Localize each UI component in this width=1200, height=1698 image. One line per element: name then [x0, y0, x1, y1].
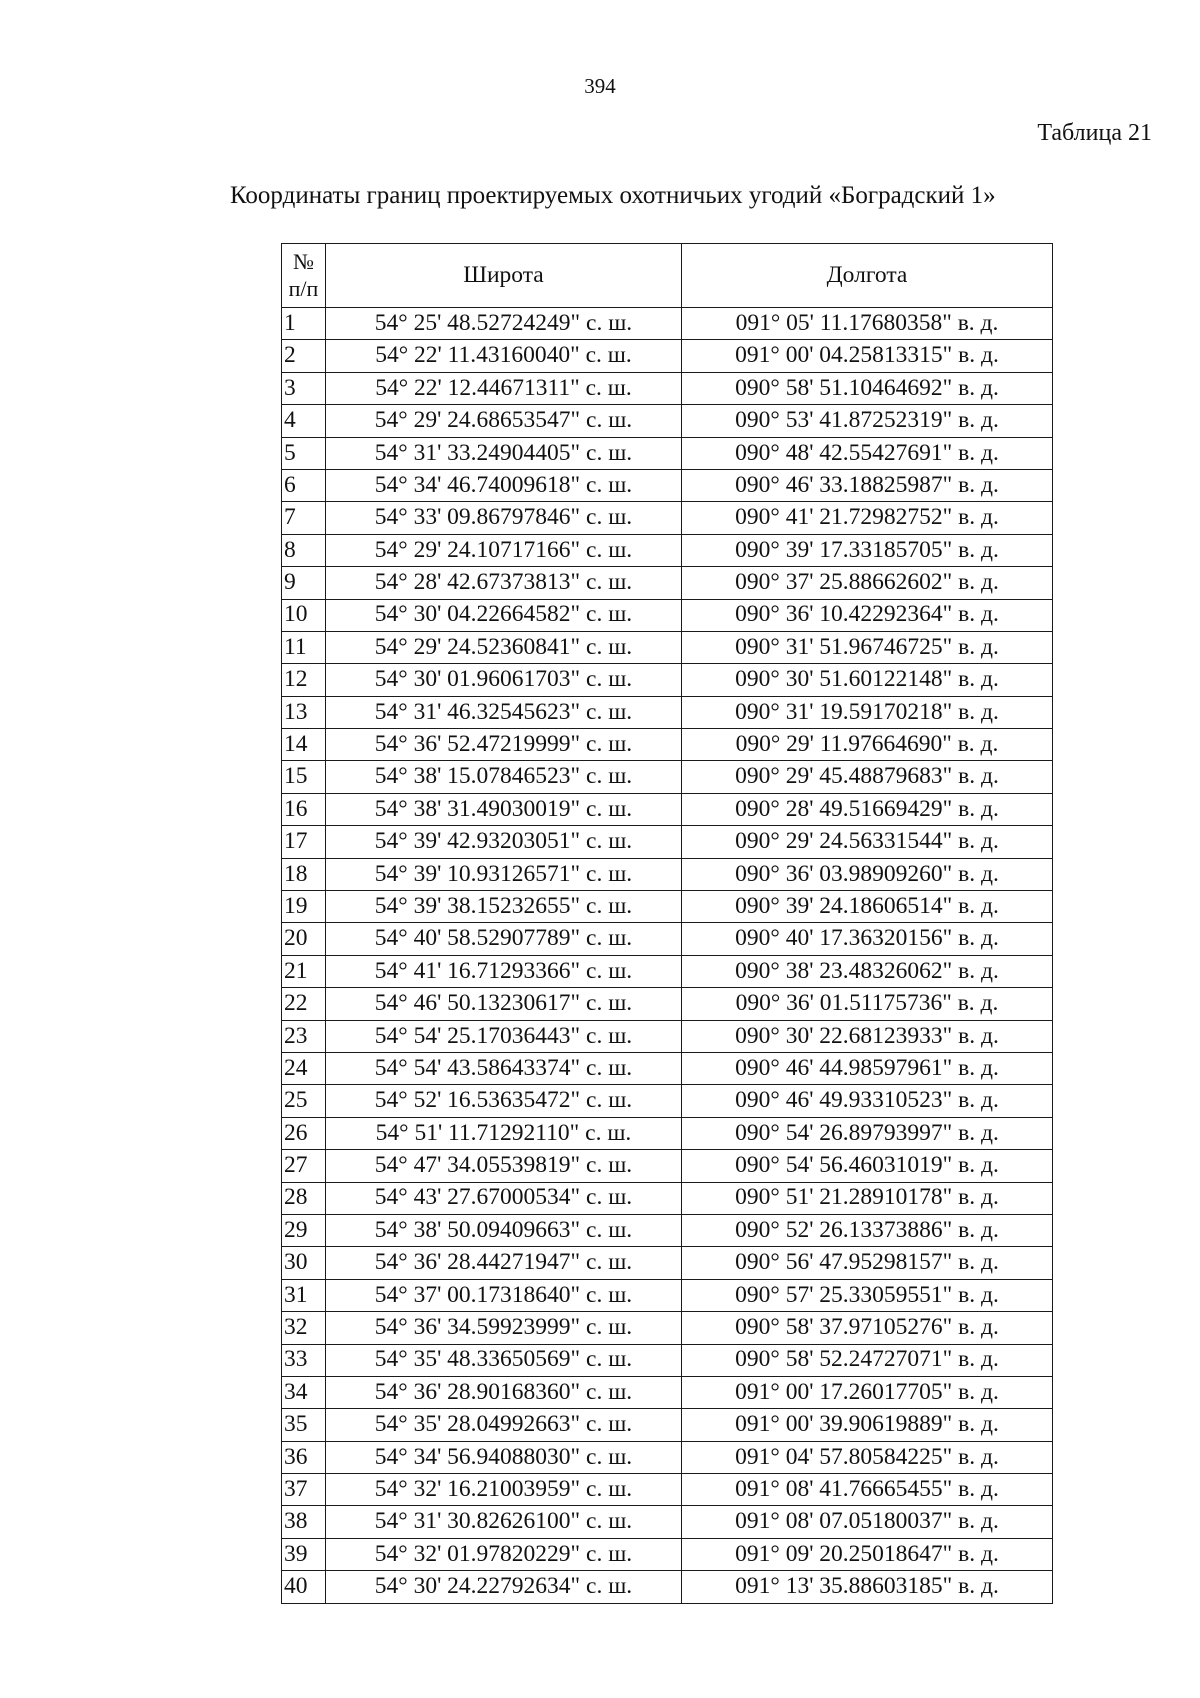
longitude-cell: 090° 29' 45.48879683" в. д. [682, 761, 1053, 793]
latitude-cell: 54° 28' 42.67373813" с. ш. [326, 567, 682, 599]
longitude-cell: 090° 30' 51.60122148" в. д. [682, 664, 1053, 696]
row-number-cell: 18 [282, 858, 326, 890]
row-number-cell: 7 [282, 502, 326, 534]
longitude-cell: 090° 54' 26.89793997" в. д. [682, 1117, 1053, 1149]
row-number-cell: 38 [282, 1506, 326, 1538]
table-row [282, 1571, 1053, 1603]
latitude-cell: 54° 52' 16.53635472" с. ш. [326, 1085, 682, 1117]
longitude-cell: 090° 46' 33.18825987" в. д. [682, 469, 1053, 501]
longitude-cell: 090° 36' 01.51175736" в. д. [682, 988, 1053, 1020]
latitude-cell: 54° 22' 12.44671311" с. ш. [326, 372, 682, 404]
table-row [282, 502, 1053, 534]
table-row [282, 729, 1053, 761]
table-row [282, 1312, 1053, 1344]
longitude-cell: 090° 37' 25.88662602" в. д. [682, 567, 1053, 599]
longitude-cell: 090° 57' 25.33059551" в. д. [682, 1279, 1053, 1311]
table-row [282, 1150, 1053, 1182]
row-number-cell: 36 [282, 1441, 326, 1473]
table-row [282, 1214, 1053, 1246]
latitude-cell: 54° 25' 48.52724249" с. ш. [326, 308, 682, 340]
row-number-cell: 39 [282, 1538, 326, 1570]
latitude-cell: 54° 36' 34.59923999" с. ш. [326, 1312, 682, 1344]
table-row [282, 1182, 1053, 1214]
longitude-cell: 091° 08' 07.05180037" в. д. [682, 1506, 1053, 1538]
table-row [282, 793, 1053, 825]
latitude-cell: 54° 32' 01.97820229" с. ш. [326, 1538, 682, 1570]
coordinates-table [281, 243, 1053, 1604]
row-number-cell: 6 [282, 469, 326, 501]
row-number-cell: 27 [282, 1150, 326, 1182]
latitude-cell: 54° 40' 58.52907789" с. ш. [326, 923, 682, 955]
latitude-cell: 54° 41' 16.71293366" с. ш. [326, 955, 682, 987]
table-row [282, 599, 1053, 631]
longitude-cell: 090° 28' 49.51669429" в. д. [682, 793, 1053, 825]
longitude-cell: 090° 36' 03.98909260" в. д. [682, 858, 1053, 890]
latitude-cell: 54° 29' 24.10717166" с. ш. [326, 534, 682, 566]
latitude-cell: 54° 35' 28.04992663" с. ш. [326, 1409, 682, 1441]
latitude-cell: 54° 30' 24.22792634" с. ш. [326, 1571, 682, 1603]
row-number-cell: 16 [282, 793, 326, 825]
row-number-cell: 13 [282, 696, 326, 728]
row-number-cell: 30 [282, 1247, 326, 1279]
longitude-cell: 091° 00' 17.26017705" в. д. [682, 1376, 1053, 1408]
latitude-cell: 54° 37' 00.17318640" с. ш. [326, 1279, 682, 1311]
latitude-cell: 54° 30' 01.96061703" с. ш. [326, 664, 682, 696]
longitude-cell: 091° 05' 11.17680358" в. д. [682, 308, 1053, 340]
row-number-cell: 1 [282, 308, 326, 340]
row-number-cell: 24 [282, 1052, 326, 1084]
longitude-cell: 090° 58' 37.97105276" в. д. [682, 1312, 1053, 1344]
document-title: Координаты границ проектируемых охотничьих угодий «Боградский 1» [230, 182, 996, 209]
longitude-cell: 091° 00' 39.90619889" в. д. [682, 1409, 1053, 1441]
header-number-symbol: № [293, 249, 314, 275]
table-row [282, 1052, 1053, 1084]
longitude-cell: 090° 31' 19.59170218" в. д. [682, 696, 1053, 728]
latitude-cell: 54° 34' 46.74009618" с. ш. [326, 469, 682, 501]
header-latitude: Широта [326, 244, 682, 308]
table-row [282, 955, 1053, 987]
longitude-cell: 090° 56' 47.95298157" в. д. [682, 1247, 1053, 1279]
row-number-cell: 32 [282, 1312, 326, 1344]
row-number-cell: 34 [282, 1376, 326, 1408]
latitude-cell: 54° 34' 56.94088030" с. ш. [326, 1441, 682, 1473]
latitude-cell: 54° 35' 48.33650569" с. ш. [326, 1344, 682, 1376]
longitude-cell: 090° 31' 51.96746725" в. д. [682, 631, 1053, 663]
table-row [282, 1538, 1053, 1570]
latitude-cell: 54° 36' 28.44271947" с. ш. [326, 1247, 682, 1279]
latitude-cell: 54° 54' 25.17036443" с. ш. [326, 1020, 682, 1052]
latitude-cell: 54° 38' 50.09409663" с. ш. [326, 1214, 682, 1246]
row-number-cell: 20 [282, 923, 326, 955]
table-row [282, 567, 1053, 599]
row-number-cell: 37 [282, 1474, 326, 1506]
row-number-cell: 29 [282, 1214, 326, 1246]
longitude-cell: 091° 04' 57.80584225" в. д. [682, 1441, 1053, 1473]
row-number-cell: 11 [282, 631, 326, 663]
longitude-cell: 090° 29' 11.97664690" в. д. [682, 729, 1053, 761]
latitude-cell: 54° 36' 28.90168360" с. ш. [326, 1376, 682, 1408]
row-number-cell: 19 [282, 891, 326, 923]
row-number-cell: 12 [282, 664, 326, 696]
latitude-cell: 54° 54' 43.58643374" с. ш. [326, 1052, 682, 1084]
row-number-cell: 22 [282, 988, 326, 1020]
row-number-cell: 3 [282, 372, 326, 404]
longitude-cell: 090° 51' 21.28910178" в. д. [682, 1182, 1053, 1214]
longitude-cell: 090° 58' 52.24727071" в. д. [682, 1344, 1053, 1376]
latitude-cell: 54° 38' 31.49030019" с. ш. [326, 793, 682, 825]
table-body [282, 308, 1053, 1604]
table-row [282, 891, 1053, 923]
latitude-cell: 54° 51' 11.71292110" с. ш. [326, 1117, 682, 1149]
latitude-cell: 54° 22' 11.43160040" с. ш. [326, 340, 682, 372]
table-row [282, 1020, 1053, 1052]
row-number-cell: 31 [282, 1279, 326, 1311]
longitude-cell: 090° 54' 56.46031019" в. д. [682, 1150, 1053, 1182]
latitude-cell: 54° 31' 33.24904405" с. ш. [326, 437, 682, 469]
row-number-cell: 5 [282, 437, 326, 469]
table-row [282, 372, 1053, 404]
table-row [282, 1441, 1053, 1473]
table-row [282, 1474, 1053, 1506]
row-number-cell: 10 [282, 599, 326, 631]
longitude-cell: 090° 52' 26.13373886" в. д. [682, 1214, 1053, 1246]
table-row [282, 826, 1053, 858]
longitude-cell: 091° 09' 20.25018647" в. д. [682, 1538, 1053, 1570]
header-number [282, 244, 326, 308]
latitude-cell: 54° 39' 10.93126571" с. ш. [326, 858, 682, 890]
table-row [282, 696, 1053, 728]
latitude-cell: 54° 39' 42.93203051" с. ш. [326, 826, 682, 858]
table-row [282, 631, 1053, 663]
latitude-cell: 54° 33' 09.86797846" с. ш. [326, 502, 682, 534]
latitude-cell: 54° 30' 04.22664582" с. ш. [326, 599, 682, 631]
table-row [282, 1247, 1053, 1279]
table-row [282, 1409, 1053, 1441]
row-number-cell: 35 [282, 1409, 326, 1441]
table-row [282, 1117, 1053, 1149]
table-row [282, 534, 1053, 566]
longitude-cell: 090° 30' 22.68123933" в. д. [682, 1020, 1053, 1052]
table-row [282, 405, 1053, 437]
table-row [282, 761, 1053, 793]
longitude-cell: 090° 36' 10.42292364" в. д. [682, 599, 1053, 631]
latitude-cell: 54° 29' 24.52360841" с. ш. [326, 631, 682, 663]
table-row [282, 437, 1053, 469]
latitude-cell: 54° 47' 34.05539819" с. ш. [326, 1150, 682, 1182]
table-row [282, 1506, 1053, 1538]
latitude-cell: 54° 39' 38.15232655" с. ш. [326, 891, 682, 923]
row-number-cell: 26 [282, 1117, 326, 1149]
row-number-cell: 14 [282, 729, 326, 761]
longitude-cell: 090° 39' 17.33185705" в. д. [682, 534, 1053, 566]
longitude-cell: 090° 29' 24.56331544" в. д. [682, 826, 1053, 858]
row-number-cell: 40 [282, 1571, 326, 1603]
longitude-cell: 090° 40' 17.36320156" в. д. [682, 923, 1053, 955]
latitude-cell: 54° 36' 52.47219999" с. ш. [326, 729, 682, 761]
row-number-cell: 15 [282, 761, 326, 793]
table-row [282, 469, 1053, 501]
table-row [282, 1085, 1053, 1117]
longitude-cell: 090° 46' 49.93310523" в. д. [682, 1085, 1053, 1117]
header-number-abbr: п/п [288, 275, 319, 301]
table-row [282, 340, 1053, 372]
latitude-cell: 54° 38' 15.07846523" с. ш. [326, 761, 682, 793]
row-number-cell: 4 [282, 405, 326, 437]
longitude-cell: 090° 58' 51.10464692" в. д. [682, 372, 1053, 404]
table-row [282, 1376, 1053, 1408]
row-number-cell: 17 [282, 826, 326, 858]
row-number-cell: 33 [282, 1344, 326, 1376]
longitude-cell: 090° 53' 41.87252319" в. д. [682, 405, 1053, 437]
latitude-cell: 54° 32' 16.21003959" с. ш. [326, 1474, 682, 1506]
latitude-cell: 54° 29' 24.68653547" с. ш. [326, 405, 682, 437]
row-number-cell: 23 [282, 1020, 326, 1052]
longitude-cell: 090° 46' 44.98597961" в. д. [682, 1052, 1053, 1084]
longitude-cell: 090° 41' 21.72982752" в. д. [682, 502, 1053, 534]
row-number-cell: 28 [282, 1182, 326, 1214]
table-row [282, 858, 1053, 890]
row-number-cell: 2 [282, 340, 326, 372]
latitude-cell: 54° 31' 46.32545623" с. ш. [326, 696, 682, 728]
table-header-row [282, 244, 1053, 308]
latitude-cell: 54° 31' 30.82626100" с. ш. [326, 1506, 682, 1538]
longitude-cell: 090° 48' 42.55427691" в. д. [682, 437, 1053, 469]
table-row [282, 664, 1053, 696]
page-number: 394 [584, 74, 616, 98]
row-number-cell: 8 [282, 534, 326, 566]
table-row [282, 923, 1053, 955]
row-number-cell: 25 [282, 1085, 326, 1117]
row-number-cell: 9 [282, 567, 326, 599]
longitude-cell: 090° 38' 23.48326062" в. д. [682, 955, 1053, 987]
table-row [282, 1279, 1053, 1311]
longitude-cell: 090° 39' 24.18606514" в. д. [682, 891, 1053, 923]
longitude-cell: 091° 08' 41.76665455" в. д. [682, 1474, 1053, 1506]
table-row [282, 1344, 1053, 1376]
table-row [282, 988, 1053, 1020]
longitude-cell: 091° 13' 35.88603185" в. д. [682, 1571, 1053, 1603]
latitude-cell: 54° 43' 27.67000534" с. ш. [326, 1182, 682, 1214]
table-row [282, 308, 1053, 340]
table-label: Таблица 21 [1037, 120, 1152, 146]
row-number-cell: 21 [282, 955, 326, 987]
header-longitude: Долгота [682, 244, 1053, 308]
longitude-cell: 091° 00' 04.25813315" в. д. [682, 340, 1053, 372]
latitude-cell: 54° 46' 50.13230617" с. ш. [326, 988, 682, 1020]
